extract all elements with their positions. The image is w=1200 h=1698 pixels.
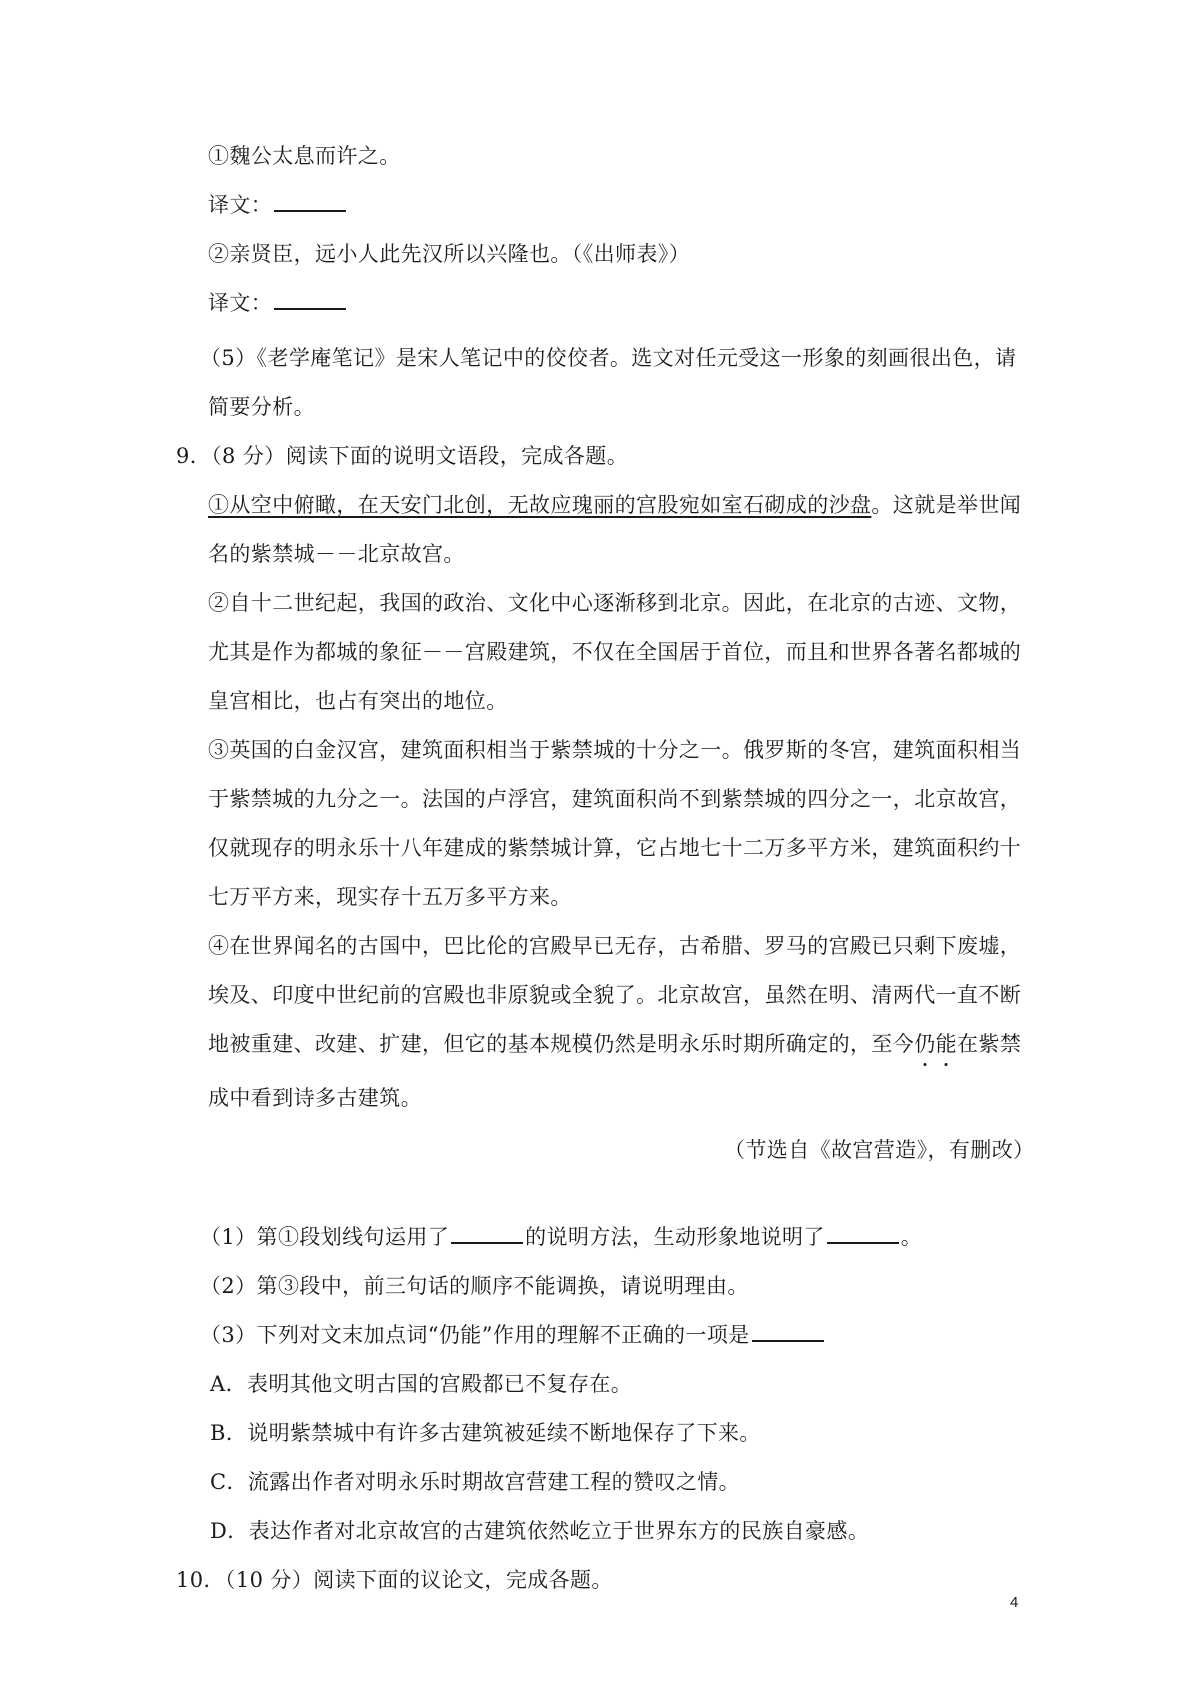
- q9-p3-line1: ③英国的白金汉宫，建筑面积相当于紫禁城的十分之一。俄罗斯的冬宫，建筑面积相当: [208, 738, 1022, 762]
- sub1-text-b: 的说明方法，生动形象地说明了: [525, 1225, 825, 1249]
- dotted-word-char: 能: [935, 1032, 958, 1056]
- translation-label: 译文：: [208, 291, 273, 315]
- translation-label: 译文：: [208, 193, 273, 217]
- q9-p2-line2: 尤其是作为都城的象征－－宫殿建筑，不仅在全国居于首位，而且和世界各著名都城的: [208, 640, 1022, 664]
- q9-option-c: C．流露出作者对明永乐时期故宫营建工程的赞叹之情。: [210, 1470, 741, 1494]
- answer-blank: [274, 192, 346, 212]
- dotted-word-char: 仍: [914, 1032, 936, 1056]
- q9-p4-line4: 成中看到诗多古建筑。: [208, 1086, 422, 1110]
- p1-rest: 。这就是举世闻: [871, 493, 1022, 517]
- q8-item2: ②亲贤臣，远小人此先汉所以兴隆也。（《出师表》）: [208, 242, 691, 266]
- q9-sub3: [200, 1320, 826, 1350]
- q9-option-b: B．说明紫禁城中有许多古建筑被延续不断地保存了下来。: [210, 1421, 761, 1445]
- q8-sub5-line2: 简要分析。: [208, 395, 315, 419]
- q9-sub2: （2）第③段中，前三句话的顺序不能调换，请说明理由。: [200, 1274, 749, 1298]
- q8-item1: ①魏公太息而许之。: [208, 144, 401, 168]
- answer-blank: [274, 290, 346, 310]
- q9-p2-line3: 皇宫相比，也占有突出的地位。: [208, 689, 508, 713]
- q9-p4-line1: ④在世界闻名的古国中，巴比伦的宫殿早已无存，古希腊、罗马的宫殿已只剩下废墟，: [208, 934, 1022, 958]
- q9-heading: 9．（8 分）阅读下面的说明文语段，完成各题。: [176, 444, 629, 468]
- q9-option-a: A．表明其他文明古国的宫殿都已不复存在。: [210, 1372, 633, 1396]
- q9-sub1: [200, 1222, 922, 1252]
- q10-heading: 10．（10 分）阅读下面的议论文，完成各题。: [176, 1568, 613, 1592]
- answer-blank: [451, 1224, 523, 1244]
- p4-line3-text: 地被重建、改建、扩建，但它的基本规模仍然是明永乐时期所确定的，至今: [208, 1032, 915, 1056]
- answer-blank: [752, 1322, 824, 1342]
- q9-p4-line2: 埃及、印度中世纪前的宫殿也非原貌或全貌了。北京故宫，虽然在明、清两代一直不断: [208, 983, 1022, 1007]
- sub1-text-a: （1）第①段划线句运用了: [200, 1225, 450, 1249]
- q9-p3-line3: 仅就现存的明永乐十八年建成的紫禁城计算，它占地七十二万多平方米，建筑面积约十: [208, 836, 1022, 860]
- q9-p2-line1: ②自十二世纪起，我国的政治、文化中心逐渐移到北京。因此，在北京的古迹、文物，: [208, 591, 1022, 615]
- sub3-text: （3）下列对文末加点词“仍能”作用的理解不正确的一项是: [200, 1323, 750, 1347]
- p4-line3-text-end: 在紫禁: [957, 1032, 1022, 1056]
- q9-source: （节选自《故宫营造》，有删改）: [724, 1138, 1035, 1162]
- q8-sub5-line1: （5）《老学庵笔记》是宋人笔记中的佼佼者。选文对任元受这一形象的刻画很出色，请: [200, 346, 1017, 370]
- q9-p3-line4: 七万平方来，现实存十五万多平方来。: [208, 885, 572, 909]
- q8-translation2: [208, 288, 348, 318]
- q9-option-d: D．表达作者对北京故宫的古建筑依然屹立于世界东方的民族自豪感。: [210, 1519, 870, 1543]
- page-number: 4: [1010, 1594, 1019, 1611]
- q9-p3-line2: 于紫禁城的九分之一。法国的卢浮宫，建筑面积尚不到紫禁城的四分之一，北京故宫，: [208, 787, 1022, 811]
- answer-blank: [827, 1224, 899, 1244]
- underlined-sentence: ①从空中俯瞰，在天安门北创，无故应瑰丽的宫股宛如室石砌成的沙盘: [208, 493, 872, 517]
- sub1-text-c: 。: [900, 1225, 923, 1249]
- q9-p1-line1: [208, 490, 1021, 520]
- q8-translation1: [208, 190, 348, 220]
- q9-p4-line3: [208, 1029, 1021, 1059]
- q9-p1-line2: 名的紫禁城－－北京故宫。: [208, 542, 465, 566]
